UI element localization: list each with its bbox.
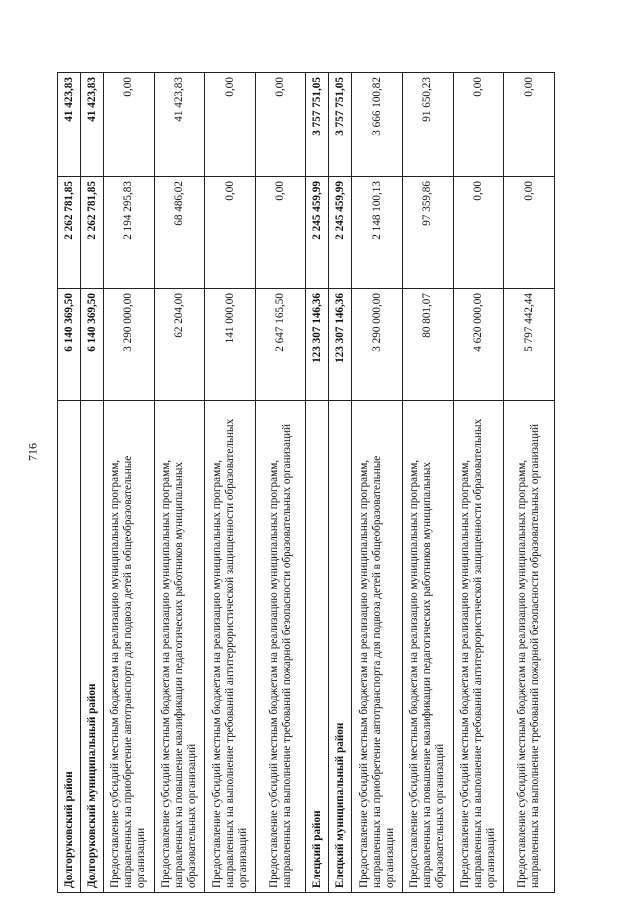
value-cell-1: 123 307 146,36 bbox=[329, 289, 352, 401]
value-cell-2: 2 245 459,99 bbox=[306, 177, 329, 289]
value-cell-3: 0,00 bbox=[205, 73, 256, 177]
row-name-cell: Предоставление субсидий местным бюджетам на реализацию муниципальных программ, направленных на повышение квалификации педагогических работников муниципальных образовательных организаций bbox=[403, 401, 454, 893]
value-cell-1: 141 000,00 bbox=[205, 289, 256, 401]
row-name-cell: Долгоруковский район bbox=[58, 401, 81, 893]
value-cell-2: 2 194 295,83 bbox=[104, 177, 155, 289]
table-row bbox=[154, 73, 205, 893]
rotated-table-container bbox=[57, 73, 555, 893]
value-cell-1: 5 797 442,44 bbox=[504, 289, 555, 401]
value-cell-1: 2 647 165,50 bbox=[255, 289, 306, 401]
value-cell-3: 41 423,83 bbox=[58, 73, 81, 177]
page-number: 716 bbox=[25, 443, 40, 461]
row-name-cell: Елецкий муниципальный район bbox=[329, 401, 352, 893]
table-row bbox=[453, 73, 504, 893]
row-name-cell: Предоставление субсидий местным бюджетам на реализацию муниципальных программ, направленных на выполнение требований антитеррористической защищенности образовательных организаций bbox=[453, 401, 504, 893]
table-row bbox=[255, 73, 306, 893]
district-row bbox=[81, 73, 104, 893]
value-cell-3: 91 650,23 bbox=[403, 73, 454, 177]
value-cell-3: 3 757 751,05 bbox=[306, 73, 329, 177]
value-cell-3: 3 666 100,82 bbox=[352, 73, 403, 177]
table-row bbox=[205, 73, 256, 893]
value-cell-3: 0,00 bbox=[453, 73, 504, 177]
value-cell-3: 3 757 751,05 bbox=[329, 73, 352, 177]
value-cell-3: 41 423,83 bbox=[154, 73, 205, 177]
table-row bbox=[352, 73, 403, 893]
value-cell-1: 3 290 000,00 bbox=[104, 289, 155, 401]
table-row bbox=[104, 73, 155, 893]
row-name-cell: Елецкий район bbox=[306, 401, 329, 893]
value-cell-3: 0,00 bbox=[255, 73, 306, 177]
value-cell-2: 97 359,86 bbox=[403, 177, 454, 289]
value-cell-2: 0,00 bbox=[504, 177, 555, 289]
value-cell-3: 0,00 bbox=[504, 73, 555, 177]
table-row bbox=[504, 73, 555, 893]
value-cell-3: 0,00 bbox=[104, 73, 155, 177]
table-row bbox=[403, 73, 454, 893]
value-cell-2: 2 148 100,13 bbox=[352, 177, 403, 289]
value-cell-1: 4 620 000,00 bbox=[453, 289, 504, 401]
row-name-cell: Долгоруковский муниципальный район bbox=[81, 401, 104, 893]
value-cell-1: 80 801,07 bbox=[403, 289, 454, 401]
row-name-cell: Предоставление субсидий местным бюджетам на реализацию муниципальных программ, направленных на приобретение автотранспорта для подвоза детей в общеобразовательные организации bbox=[104, 401, 155, 893]
value-cell-2: 0,00 bbox=[255, 177, 306, 289]
row-name-cell: Предоставление субсидий местным бюджетам на реализацию муниципальных программ, направленных на приобретение автотранспорта для подвоза детей в общеобразовательные организации bbox=[352, 401, 403, 893]
value-cell-2: 0,00 bbox=[453, 177, 504, 289]
district-row bbox=[329, 73, 352, 893]
value-cell-1: 123 307 146,36 bbox=[306, 289, 329, 401]
budget-table bbox=[57, 72, 555, 893]
value-cell-2: 68 486,02 bbox=[154, 177, 205, 289]
value-cell-2: 0,00 bbox=[205, 177, 256, 289]
budget-table-body bbox=[58, 73, 555, 893]
value-cell-3: 41 423,83 bbox=[81, 73, 104, 177]
row-name-cell: Предоставление субсидий местным бюджетам на реализацию муниципальных программ, направленных на выполнение требований антитеррористической защищенности образовательных организаций bbox=[205, 401, 256, 893]
value-cell-1: 3 290 000,00 bbox=[352, 289, 403, 401]
value-cell-2: 2 245 459,99 bbox=[329, 177, 352, 289]
value-cell-1: 6 140 369,50 bbox=[81, 289, 104, 401]
value-cell-1: 6 140 369,50 bbox=[58, 289, 81, 401]
value-cell-2: 2 262 781,85 bbox=[81, 177, 104, 289]
value-cell-1: 62 204,00 bbox=[154, 289, 205, 401]
value-cell-2: 2 262 781,85 bbox=[58, 177, 81, 289]
district-row bbox=[58, 73, 81, 893]
row-name-cell: Предоставление субсидий местным бюджетам на реализацию муниципальных программ, направленных на выполнение требований пожарной безопасности образовательных организаций bbox=[504, 401, 555, 893]
row-name-cell: Предоставление субсидий местным бюджетам на реализацию муниципальных программ, направленных на выполнение требований пожарной безопасности образовательных организаций bbox=[255, 401, 306, 893]
row-name-cell: Предоставление субсидий местным бюджетам на реализацию муниципальных программ, направленных на повышение квалификации педагогических работников муниципальных образовательных организаций bbox=[154, 401, 205, 893]
district-row bbox=[306, 73, 329, 893]
